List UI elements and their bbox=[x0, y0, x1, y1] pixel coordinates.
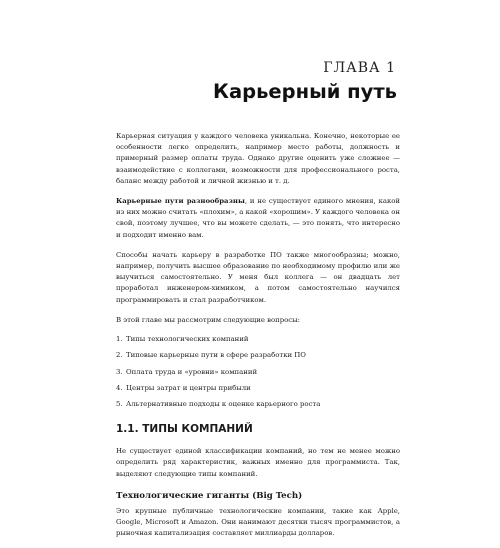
list-text: Альтернативные подходы к оценке карьерного роста bbox=[126, 400, 321, 409]
list-item bbox=[116, 400, 400, 408]
paragraph-intro bbox=[116, 131, 400, 187]
list-text: Типовые карьерные пути в сфере разработки ПО bbox=[126, 351, 306, 360]
paragraph-lead: Карьерные пути разнообразны bbox=[116, 197, 245, 206]
section-heading: 1.1. ТИПЫ КОМПАНИЙ bbox=[116, 423, 253, 436]
paragraph-text: Карьерная ситуация у каждого человека уникальна. Конечно, некоторые ее особенности легко определить, например место работы, должность и примерный размер оплаты труда. Однако другие оценить уже сложнее — взаимодействие с коллегами, возможности для профессионального роста, баланс между работой и личной жизнью и т. д. bbox=[116, 132, 400, 185]
paragraph-start bbox=[116, 250, 400, 306]
list-number: 4. bbox=[116, 383, 123, 392]
list-number: 2. bbox=[116, 351, 123, 360]
list-item bbox=[116, 368, 400, 376]
list-number: 1. bbox=[116, 335, 123, 344]
chapter-label: ГЛАВА 1 bbox=[323, 60, 396, 76]
list-item bbox=[116, 351, 400, 359]
subsection-text: Это крупные публичные технологические компании, такие как Apple, Google, Microsoft и Amazon. Они нанимают десятки тысяч программистов, а рыночная капитализация составляет миллиарды долларов. bbox=[116, 506, 400, 538]
subsection-heading: Технологические гиганты (Big Tech) bbox=[116, 490, 303, 501]
list-item bbox=[116, 384, 400, 392]
paragraph-text: В этой главе мы рассмотрим следующие вопросы: bbox=[116, 315, 300, 324]
page-body bbox=[116, 131, 400, 548]
topics-list bbox=[116, 335, 400, 408]
list-number: 3. bbox=[116, 367, 123, 376]
section-intro: Не существует единой классификации компаний, но тем не менее можно определить ряд характеристик, важных именно для программиста. Так, выделяют следующие типы компаний. bbox=[116, 447, 400, 478]
list-number: 5. bbox=[116, 400, 123, 409]
list-item bbox=[116, 335, 400, 343]
paragraph-overview bbox=[116, 315, 400, 326]
chapter-title: Карьерный путь bbox=[213, 80, 397, 103]
paragraph-text: , и не существует единого мнения, какой из них можно считать «плохим», а какой «хорошим». У каждого человека он свой, поэтому лучшее, что вы можете сделать, — это понять, что интересно и подходит именно вам. bbox=[116, 197, 400, 239]
list-text: Типы технологических компаний bbox=[126, 335, 249, 344]
list-text: Центры затрат и центры прибыли bbox=[126, 383, 251, 392]
paragraph-career-paths bbox=[116, 196, 400, 241]
paragraph-text: Способы начать карьеру в разработке ПО также многообразны; можно, например, получить высшее образование по необходимому профилю или же выучиться самостоятельно. У меня был коллега — он двадцать лет проработал инженером-химиком, а потом самостоятельно научился программировать и стал разработчиком. bbox=[116, 250, 400, 304]
list-text: Оплата труда и «уровни» компаний bbox=[126, 367, 258, 376]
